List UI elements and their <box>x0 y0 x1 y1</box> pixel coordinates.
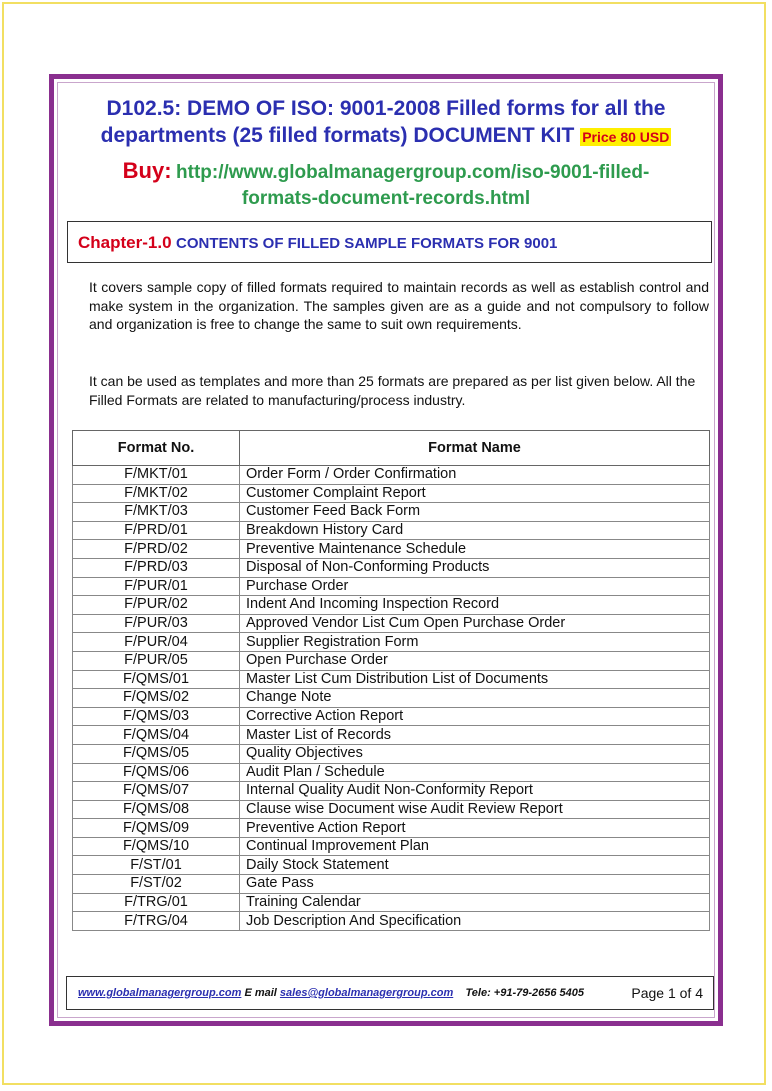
intro-paragraph-2: It can be used as templates and more than 25 formats are prepared as per list given below. All the Filled Formats are related to manufacturing/process industry. <box>89 373 696 408</box>
format-number-cell: F/MKT/03 <box>73 503 240 522</box>
table-row <box>73 689 710 708</box>
format-name-cell: Master List of Records <box>240 726 710 745</box>
footer-telephone: Tele: +91-79-2656 5405 <box>465 987 585 999</box>
format-name-cell: Disposal of Non-Conforming Products <box>240 558 710 577</box>
format-number-cell: F/PUR/05 <box>73 651 240 670</box>
format-number-cell: F/PUR/04 <box>73 633 240 652</box>
format-name-cell: Training Calendar <box>240 893 710 912</box>
column-header-format-no: Format No. <box>73 431 240 466</box>
format-number-cell: F/PUR/02 <box>73 596 240 615</box>
format-number-cell: F/MKT/01 <box>73 466 240 485</box>
format-name-cell: Daily Stock Statement <box>240 856 710 875</box>
table-row <box>73 633 710 652</box>
document-frame <box>49 74 723 1026</box>
format-number-cell: F/TRG/01 <box>73 893 240 912</box>
format-name-cell: Customer Feed Back Form <box>240 503 710 522</box>
format-name-cell: Gate Pass <box>240 875 710 894</box>
table-row <box>73 763 710 782</box>
format-name-cell: Clause wise Document wise Audit Review Report <box>240 800 710 819</box>
footer-bar <box>66 976 714 1010</box>
format-number-cell: F/QMS/08 <box>73 800 240 819</box>
format-number-cell: F/PUR/03 <box>73 614 240 633</box>
chapter-number: Chapter-1.0 <box>78 233 172 252</box>
format-number-cell: F/ST/01 <box>73 856 240 875</box>
table-row <box>73 893 710 912</box>
format-number-cell: F/PRD/01 <box>73 521 240 540</box>
title-line-2: departments (25 filled formats) DOCUMENT KIT <box>100 124 575 147</box>
format-name-cell: Audit Plan / Schedule <box>240 763 710 782</box>
chapter-title: CONTENTS OF FILLED SAMPLE FORMATS FOR 9001 <box>175 235 558 252</box>
format-name-cell: Quality Objectives <box>240 744 710 763</box>
formats-table <box>72 430 710 931</box>
table-row <box>73 819 710 838</box>
chapter-heading <box>67 221 712 263</box>
format-number-cell: F/QMS/05 <box>73 744 240 763</box>
format-name-cell: Purchase Order <box>240 577 710 596</box>
table-row <box>73 912 710 931</box>
table-row <box>73 521 710 540</box>
footer-email-link[interactable]: sales@globalmanagergroup.com <box>279 987 454 999</box>
buy-link-line-2: formats-document-records.html <box>241 188 531 209</box>
format-number-cell: F/QMS/01 <box>73 670 240 689</box>
format-number-cell: F/PRD/02 <box>73 540 240 559</box>
format-number-cell: F/QMS/06 <box>73 763 240 782</box>
table-row <box>73 577 710 596</box>
format-name-cell: Preventive Action Report <box>240 819 710 838</box>
format-number-cell: F/MKT/02 <box>73 484 240 503</box>
table-row <box>73 856 710 875</box>
page-number: Page 1 of 4 <box>631 985 703 1001</box>
format-number-cell: F/QMS/03 <box>73 707 240 726</box>
format-number-cell: F/PRD/03 <box>73 558 240 577</box>
table-row <box>73 596 710 615</box>
buy-section <box>66 158 706 212</box>
format-name-cell: Corrective Action Report <box>240 707 710 726</box>
format-name-cell: Open Purchase Order <box>240 651 710 670</box>
column-header-format-name: Format Name <box>240 431 710 466</box>
table-row <box>73 875 710 894</box>
title-line-1: D102.5: DEMO OF ISO: 9001-2008 Filled forms for all the <box>106 97 666 120</box>
buy-link-line-1: http://www.globalmanagergroup.com/iso-9001-filled- <box>176 162 650 183</box>
format-number-cell: F/TRG/04 <box>73 912 240 931</box>
format-number-cell: F/ST/02 <box>73 875 240 894</box>
format-name-cell: Internal Quality Audit Non-Conformity Report <box>240 782 710 801</box>
format-name-cell: Approved Vendor List Cum Open Purchase Order <box>240 614 710 633</box>
table-row <box>73 484 710 503</box>
format-number-cell: F/QMS/02 <box>73 689 240 708</box>
intro-paragraph-1: It covers sample copy of filled formats required to maintain records as well as establish control and make system in the organization. The samples given are as a guide and not compulsory to follow and organization is free to change the same to suit own requirements. <box>89 279 709 332</box>
format-name-cell: Job Description And Specification <box>240 912 710 931</box>
table-row <box>73 651 710 670</box>
format-name-cell: Indent And Incoming Inspection Record <box>240 596 710 615</box>
table-body <box>73 466 710 931</box>
format-name-cell: Order Form / Order Confirmation <box>240 466 710 485</box>
table-row <box>73 558 710 577</box>
table-row <box>73 726 710 745</box>
table-row <box>73 707 710 726</box>
format-number-cell: F/QMS/04 <box>73 726 240 745</box>
format-name-cell: Preventive Maintenance Schedule <box>240 540 710 559</box>
buy-link[interactable] <box>176 162 649 209</box>
price-badge: Price 80 USD <box>582 129 670 145</box>
table-header-row <box>73 431 710 466</box>
format-name-cell: Change Note <box>240 689 710 708</box>
format-name-cell: Breakdown History Card <box>240 521 710 540</box>
format-name-cell: Supplier Registration Form <box>240 633 710 652</box>
table-row <box>73 837 710 856</box>
buy-label: Buy: <box>122 158 172 183</box>
format-number-cell: F/QMS/09 <box>73 819 240 838</box>
table-row <box>73 744 710 763</box>
table-row <box>73 466 710 485</box>
table-row <box>73 540 710 559</box>
table-row <box>73 503 710 522</box>
table-row <box>73 614 710 633</box>
format-name-cell: Master List Cum Distribution List of Documents <box>240 670 710 689</box>
document-title <box>66 95 706 151</box>
format-name-cell: Customer Complaint Report <box>240 484 710 503</box>
format-name-cell: Continual Improvement Plan <box>240 837 710 856</box>
format-number-cell: F/PUR/01 <box>73 577 240 596</box>
format-number-cell: F/QMS/10 <box>73 837 240 856</box>
format-number-cell: F/QMS/07 <box>73 782 240 801</box>
footer-email-label: E mail <box>244 987 277 999</box>
table-row <box>73 670 710 689</box>
footer-website-link[interactable]: www.globalmanagergroup.com <box>78 987 242 999</box>
table-row <box>73 782 710 801</box>
table-row <box>73 800 710 819</box>
